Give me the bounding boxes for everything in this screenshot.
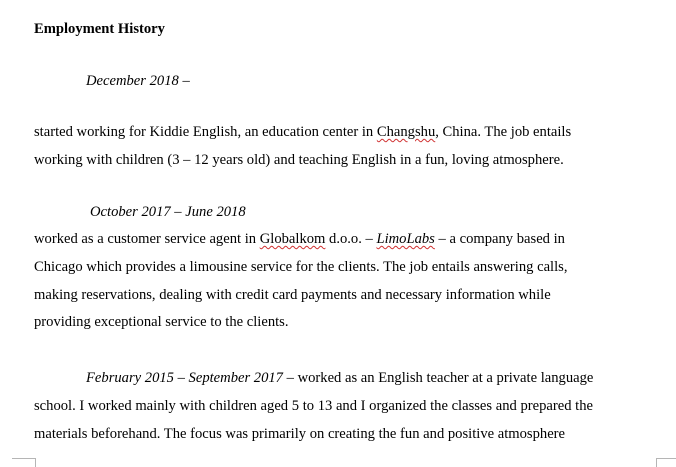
paragraph-line: school. I worked mainly with children aged 5 to 13 and I organized the classes and prepared the [34, 398, 593, 414]
margin-corner-mark [656, 458, 657, 467]
text-run: started working for Kiddie English, an education center in [34, 124, 377, 140]
text-run: – a company based in [434, 231, 565, 247]
entry-date: February 2015 – September 2017 [86, 370, 283, 386]
margin-corner-mark [35, 458, 36, 467]
entry-date: December 2018 – [86, 73, 190, 89]
text-run: worked as a customer service agent in [34, 231, 260, 247]
paragraph-line: working with children (3 – 12 years old) and teaching English in a fun, loving atmosphere. [34, 152, 564, 168]
text-run: d.o.o. – [325, 231, 377, 247]
spell-flagged-word[interactable]: LimoLabs [376, 231, 435, 247]
text-run: , China. The job entails [435, 124, 572, 140]
entry-date: October 2017 – June 2018 [90, 204, 246, 220]
paragraph-line [34, 230, 565, 248]
spell-flagged-word[interactable]: Globalkom [259, 231, 326, 247]
paragraph-line: providing exceptional service to the clients. [34, 314, 289, 330]
paragraph-line: making reservations, dealing with credit card payments and necessary information while [34, 287, 551, 303]
spell-flagged-word[interactable]: Changshu [376, 124, 436, 140]
margin-corner-mark [656, 458, 676, 459]
paragraph-line: Chicago which provides a limousine service for the clients. The job entails answering calls, [34, 259, 568, 275]
paragraph-line: materials beforehand. The focus was primarily on creating the fun and positive atmosphere [34, 426, 566, 442]
margin-corner-mark [12, 458, 35, 459]
paragraph-line [86, 369, 593, 387]
text-run: – worked as an English teacher at a private language [282, 370, 594, 386]
paragraph-line [34, 123, 571, 141]
section-heading: Employment History [34, 21, 165, 37]
